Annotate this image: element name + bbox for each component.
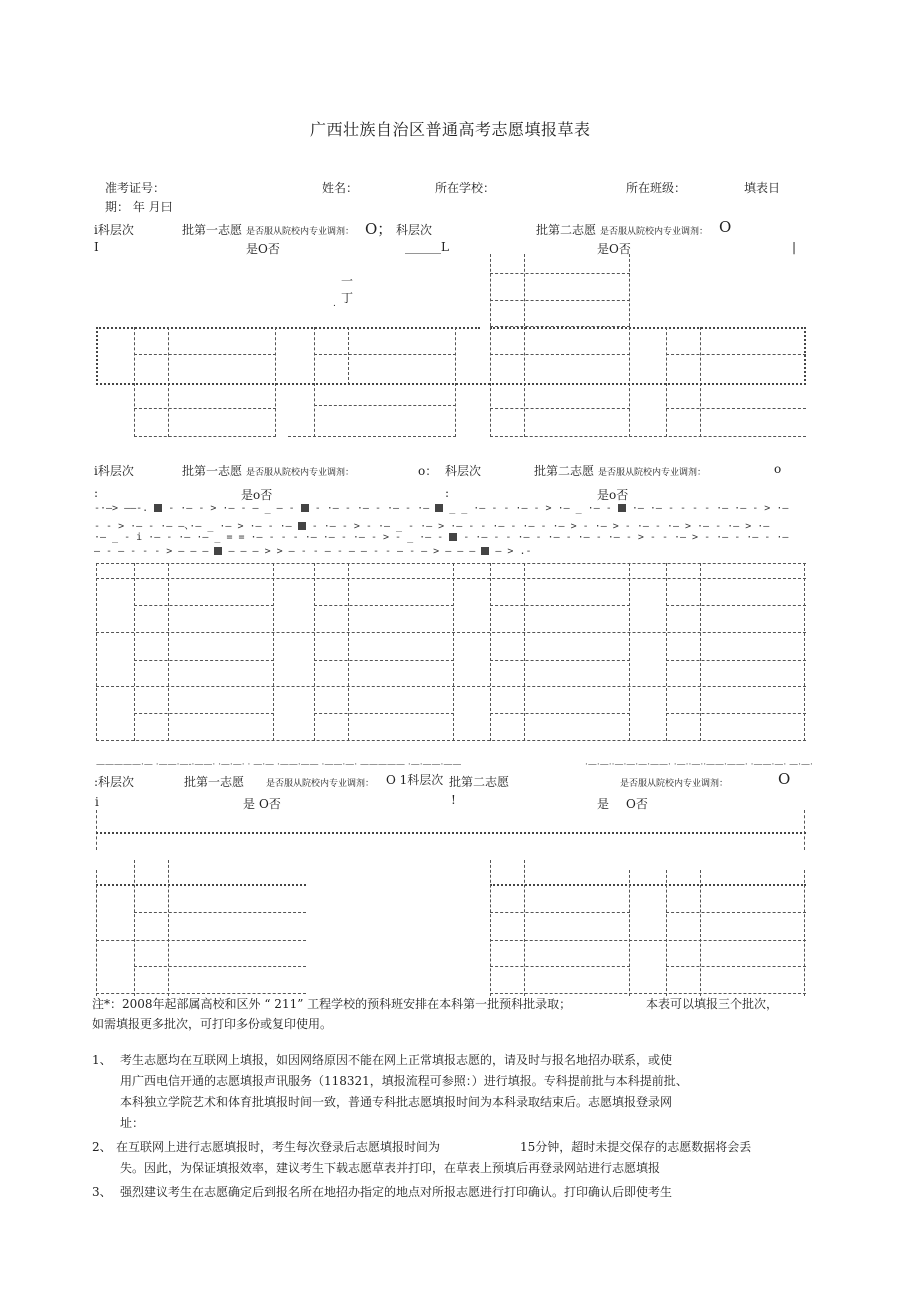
s2-right-pick: 批第二志愿 <box>534 464 595 478</box>
s2-noise-row-1: -·—> ——-. - ·— - > ·— - — _ — - - ·— - ·— - ·— - ·— _ _ ·— - - ·— - > ·— _ ·— - ·— ·— - - - - ·— ·— - > ·— <box>94 503 789 514</box>
s1-right-pick: 批第二志愿 <box>536 223 597 237</box>
instruction-2-line-1a: 在互联网上进行志愿填报时，考生每次登录后志愿填报时间为 <box>116 1140 441 1154</box>
s3-right-yes[interactable]: 是 <box>597 797 610 811</box>
note-line-1b: 本表可以填报三个批次， <box>646 997 779 1011</box>
s1-right-radio[interactable]: O <box>719 218 732 236</box>
s1-left-adjust: 是否服从院校内专业调剂： <box>246 227 355 237</box>
class-label: 所在班级： <box>626 181 687 195</box>
s3-right-pick: 批第二志愿 <box>449 775 510 789</box>
s2-noise-row-3: ·— _ - i ·— - ·— ·— _ = = ·— - - - ·— ·— - ·— - > - _ ·— - - ·— - - ·— - ·— - ·— - ·— - > - - ·— > - ·— - ·— - ·— <box>94 532 789 543</box>
note-line-2: 如需填报更多批次，可打印多份或复印使用。 <box>92 1017 333 1031</box>
instruction-1-line-4: 址： <box>120 1116 145 1130</box>
instruction-2-line-2: 失。因此，为保证填报效率，建议考生下载志愿草表并打印，在草表上预填后再登录网站进行志愿填报 <box>120 1161 661 1175</box>
s1-right-adjust: 是否服从院校内专业调剂： <box>600 227 709 237</box>
s3-row2-i: i <box>95 795 99 809</box>
instruction-3-line-1: 强烈建议考生在志愿确定后到报名所在地招办指定的地点对所报志愿进行打印确认。打印确认后即使考生 <box>120 1185 673 1199</box>
s3-left-yes[interactable]: 是 <box>243 797 256 811</box>
s3-wave-right: ·—·—··—·—·—·——· ·—··—··——·——· ·——·—· —·—· <box>585 760 813 770</box>
s3-right-radio[interactable]: O <box>778 770 791 788</box>
s1-dot: . <box>333 299 336 309</box>
s3-left-level: :科层次 <box>94 775 135 789</box>
s1-left-level: i科层次 <box>94 223 134 237</box>
s2-right-adjust: 是否服从院校内专业调剂： <box>598 468 707 478</box>
instruction-1-line-1: 考生志愿均在互联网上填报，如因网络原因不能在网上正常填报志愿的，请及时与报名地招办联系，或使 <box>120 1053 673 1067</box>
s3-right-adjust: 是否服从院校内专业调剂： <box>620 779 729 789</box>
s1-right-level: 科层次 <box>396 223 433 237</box>
instruction-2-number: 2、 <box>92 1140 112 1154</box>
s3-left-no[interactable]: O否 <box>259 797 281 811</box>
s3-left-pick: 批第一志愿 <box>184 775 245 789</box>
s3-mid-radio[interactable]: O 1科层次 <box>386 773 444 787</box>
fill-date-label: 填表日 <box>744 181 781 195</box>
instruction-3-number: 3、 <box>92 1185 112 1199</box>
name-label: 姓名： <box>322 181 359 195</box>
s2-left-adjust: 是否服从院校内专业调剂： <box>246 468 355 478</box>
s2-right-yes-no[interactable]: 是o否 <box>597 488 629 502</box>
s1-left-radio[interactable]: O； <box>365 220 393 238</box>
s3-left-adjust: 是否服从院校内专业调剂： <box>266 779 375 789</box>
s2-colon-left: : <box>94 486 99 500</box>
s1-right-yes-no[interactable]: 是O否 <box>597 242 631 256</box>
exam-number-label: 准考证号： <box>105 181 166 195</box>
s1-underline: ______L <box>405 240 449 254</box>
s1-bar: | <box>792 240 797 254</box>
s2-wave-left: —————·— ·——·—-·——· ·—·—· · —·— ·——·—— ·——·—· ————— ·—·——·—— <box>96 760 462 770</box>
s1-glyph-2: 丁 <box>341 291 354 305</box>
page-title: 广西壮族自治区普通高考志愿填报草表 <box>310 120 591 139</box>
instruction-2-line-1b: 15分钟，超时未提交保存的志愿数据将会丢 <box>520 1140 752 1154</box>
s2-noise-row-2: - - > ·— - ·— —、·— _ ·— > ·— - ·— - ·— - > - ·— _ - ·— > ·— - - ·— - ·— - ·— > - ·— > - ·— - ·— > ·— - ·— > ·— <box>94 521 770 532</box>
s1-left-yes-no[interactable]: 是O否 <box>246 242 280 256</box>
instruction-1-number: 1、 <box>92 1053 112 1067</box>
s1-row2-i: I <box>94 240 99 254</box>
s2-noise-row-4: — - — - - - > — — — — — — > > — - - — - — — - - — - — > — — — — > .- <box>94 546 532 557</box>
s2-mid-level: 科层次 <box>445 464 482 478</box>
s1-left-pick: 批第一志愿 <box>182 223 243 237</box>
note-line-1: 注*：2008年起部属高校和区外 “ 211” 工程学校的预科班安排在本科第一批预科批录取； <box>92 997 572 1011</box>
s2-right-radio[interactable]: o <box>774 462 782 476</box>
s3-excl: ! <box>451 793 456 807</box>
s2-left-yes-no[interactable]: 是o否 <box>241 488 273 502</box>
s1-glyph-1: 一 <box>341 274 354 288</box>
fill-date-value: 期： 年 月曰 <box>105 200 173 214</box>
s3-right-no[interactable]: O否 <box>626 797 648 811</box>
school-label: 所在学校： <box>435 181 496 195</box>
s2-colon-mid: : <box>445 486 450 500</box>
instruction-1-line-2: 用广西电信开通的志愿填报声讯服务（118321，填报流程可参照：）进行填报。专科提前批与本科提前批、 <box>120 1074 688 1088</box>
s2-mid-radio[interactable]: o： <box>418 464 438 478</box>
instruction-1-line-3: 本科独立学院艺术和体育批填报时间一致，普通专科批志愿填报时间为本科录取结束后。志愿填报登录网 <box>120 1095 673 1109</box>
s2-left-pick: 批第一志愿 <box>182 464 243 478</box>
s2-left-level: i科层次 <box>94 464 134 478</box>
